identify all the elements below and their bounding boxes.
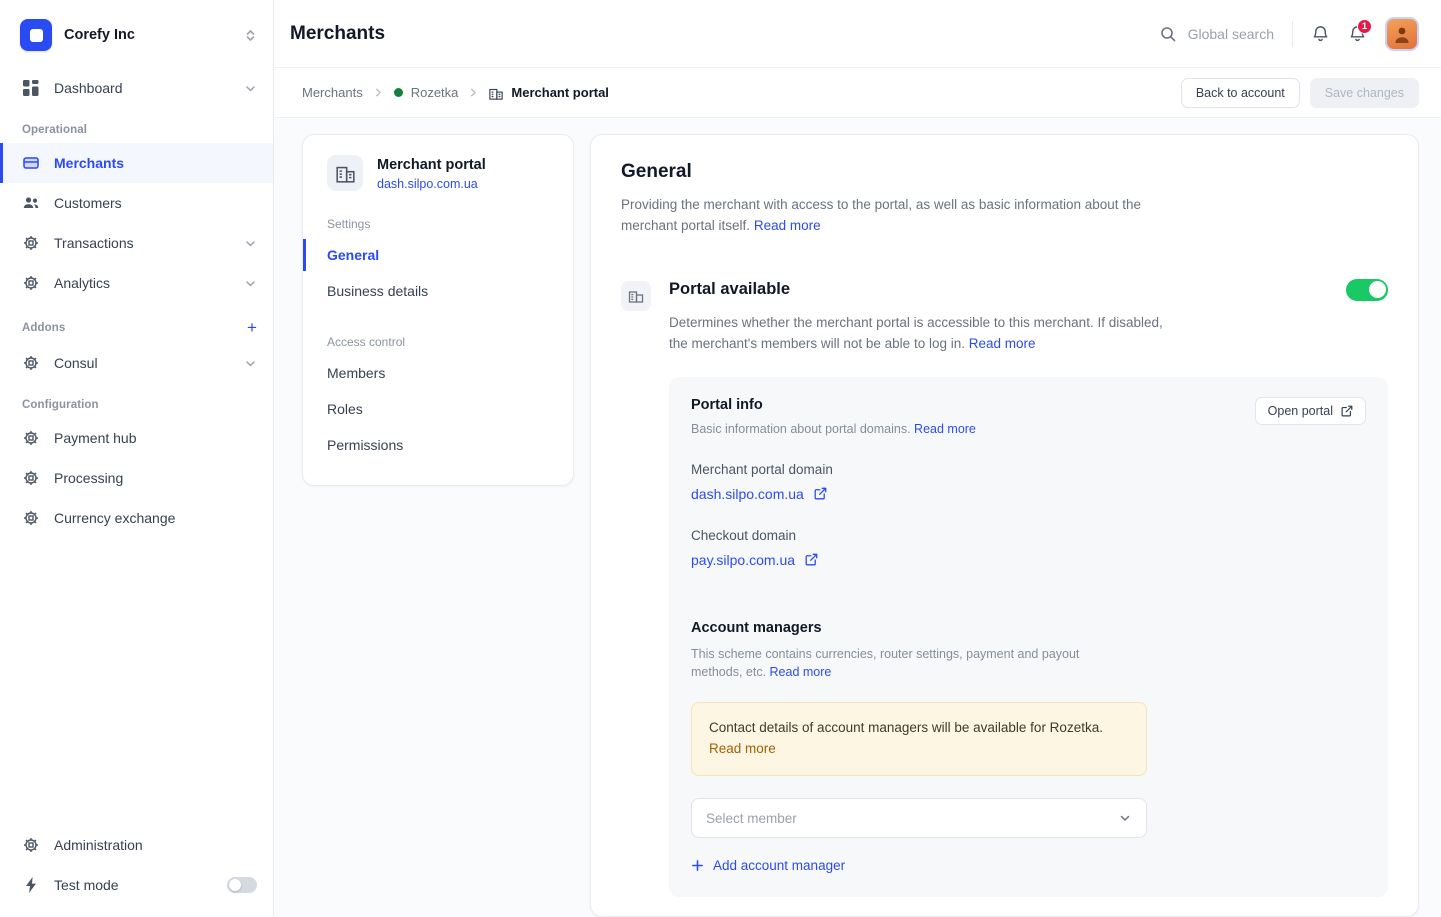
bolt-icon xyxy=(22,876,40,894)
breadcrumb-item-merchants[interactable]: Merchants xyxy=(302,85,363,100)
brand-logo-icon xyxy=(20,19,52,51)
chevron-right-icon xyxy=(373,87,384,98)
sidebar-item-label: Test mode xyxy=(54,877,119,893)
brand-switcher[interactable] xyxy=(0,0,273,68)
breadcrumb-item-rozetka[interactable] xyxy=(394,85,459,100)
chevron-updown-icon[interactable] xyxy=(244,28,257,43)
back-to-account-button[interactable]: Back to account xyxy=(1181,78,1300,108)
portal-available-title: Portal available xyxy=(669,280,791,299)
sidebar-item-analytics[interactable] xyxy=(0,263,273,303)
portal-available-header xyxy=(669,279,1388,301)
portal-info-subtitle-text: Basic information about portal domains. xyxy=(691,421,911,436)
nav-group-settings-label: Settings xyxy=(327,217,371,231)
sidebar-item-label: Administration xyxy=(54,837,143,853)
section-title-general: General xyxy=(621,161,692,182)
account-managers-notice xyxy=(691,702,1147,776)
sidebar-item-test-mode[interactable] xyxy=(0,865,273,905)
add-account-manager-label: Add account manager xyxy=(713,858,846,874)
sidebar-item-label: Merchants xyxy=(54,155,125,171)
chevron-down-icon[interactable] xyxy=(244,82,257,95)
sidebar-item-label: Currency exchange xyxy=(54,510,176,526)
section-description-text: Providing the merchant with access to the portal, as well as basic information about the merchant portal itself. xyxy=(621,197,1142,233)
chevron-down-icon[interactable] xyxy=(244,237,257,250)
sidebar-item-administration[interactable] xyxy=(0,825,273,865)
processing-icon xyxy=(22,469,40,487)
portal-available-toggle[interactable] xyxy=(1346,279,1388,301)
add-addon-button[interactable]: + xyxy=(246,318,257,337)
sidebar-item-payment-hub[interactable] xyxy=(0,418,273,458)
chevron-down-icon xyxy=(1118,811,1132,825)
external-link-icon xyxy=(1341,405,1353,417)
nav-group-access-control-label: Access control xyxy=(327,335,406,349)
sidebar-item-label: Processing xyxy=(54,470,124,486)
notice-text: Contact details of account managers will be available for Rozetka. xyxy=(709,720,1103,736)
portal-available-body xyxy=(669,279,1388,897)
sidebar-item-label: Dashboard xyxy=(54,80,123,96)
sidebar xyxy=(0,0,274,917)
page-title: Merchants xyxy=(290,22,386,44)
merchants-icon xyxy=(22,154,40,172)
breadcrumb-item-label: Merchant portal xyxy=(511,85,609,100)
portal-info-subtitle xyxy=(691,422,976,436)
sidebar-item-label: Transactions xyxy=(54,235,134,251)
account-managers-description xyxy=(691,645,1111,683)
select-member-placeholder: Select member xyxy=(706,810,797,826)
portal-info-title: Portal info xyxy=(691,396,763,413)
sidebar-group-label: Configuration xyxy=(22,399,99,411)
breadcrumb-item-label: Rozetka xyxy=(410,85,459,100)
portal-info-header xyxy=(691,397,1366,436)
portal-icon xyxy=(327,155,363,191)
checkout-domain-label: Checkout domain xyxy=(691,527,797,543)
customers-icon xyxy=(22,194,40,212)
portal-icon xyxy=(489,86,503,100)
sidebar-item-customers[interactable] xyxy=(0,183,273,223)
sidebar-item-consul[interactable] xyxy=(0,343,273,383)
main-area xyxy=(274,0,1441,917)
portal-available-description xyxy=(669,313,1169,355)
merchant-portal-domain-label: Merchant portal domain xyxy=(691,461,833,477)
breadcrumb-item-merchant-portal xyxy=(489,85,609,100)
merchant-portal-domain-value: dash.silpo.com.ua xyxy=(691,485,804,502)
notice-read-more-link[interactable]: Read more xyxy=(709,741,776,757)
topbar xyxy=(274,0,1441,68)
sidebar-item-transactions[interactable] xyxy=(0,223,273,263)
brand-name: Corefy Inc xyxy=(64,27,135,43)
sidebar-group-addons xyxy=(0,303,273,343)
external-link-icon xyxy=(814,487,827,500)
search-placeholder: Global search xyxy=(1187,25,1274,42)
sidebar-item-label: Payment hub xyxy=(54,430,137,446)
status-dot-icon xyxy=(394,88,403,97)
sidebar-group-label: Addons xyxy=(22,321,66,334)
search-icon xyxy=(1160,26,1176,42)
section-description xyxy=(621,195,1181,237)
chevron-right-icon xyxy=(468,87,479,98)
plus-icon xyxy=(691,859,704,872)
avatar[interactable] xyxy=(1385,17,1419,51)
breadcrumb-actions xyxy=(1181,78,1419,108)
read-more-link[interactable]: Read more xyxy=(914,421,976,436)
sidebar-group-label: Operational xyxy=(22,124,88,136)
portal-available-description-text: Determines whether the merchant portal is accessible to this merchant. If disabled, the merchant's members will not be able to log in. xyxy=(669,314,1163,351)
divider xyxy=(1292,21,1293,47)
sidebar-item-merchants[interactable] xyxy=(0,143,273,183)
transactions-icon xyxy=(22,234,40,252)
consul-icon xyxy=(22,354,40,372)
nav-item-permissions[interactable]: Permissions xyxy=(327,437,404,453)
notification-badge: 1 xyxy=(1357,19,1372,34)
portal-domain-link[interactable]: dash.silpo.com.ua xyxy=(377,176,478,191)
sidebar-group-configuration xyxy=(0,383,273,418)
sidebar-item-label: Consul xyxy=(54,355,98,371)
add-account-manager-button[interactable] xyxy=(691,858,1366,873)
read-more-link[interactable]: Read more xyxy=(968,335,1036,351)
sidebar-item-dashboard[interactable] xyxy=(0,68,273,108)
portal-settings-nav xyxy=(302,134,574,486)
portal-name: Merchant portal xyxy=(377,157,486,173)
breadcrumb xyxy=(274,68,1441,118)
test-mode-toggle[interactable] xyxy=(227,877,257,893)
grid-icon xyxy=(22,79,40,97)
administration-icon xyxy=(22,836,40,854)
general-settings-panel xyxy=(590,134,1419,917)
portal-header xyxy=(303,155,573,191)
payment-hub-icon xyxy=(22,429,40,447)
nav-item-business-details[interactable]: Business details xyxy=(327,283,429,299)
merchant-portal-domain-link[interactable] xyxy=(691,486,1366,502)
content-area xyxy=(274,118,1441,917)
account-managers-description-text: This scheme contains currencies, router settings, payment and payout methods, etc. xyxy=(691,646,1080,680)
open-portal-label: Open portal xyxy=(1267,403,1333,418)
notifications-icon[interactable] xyxy=(1311,24,1330,43)
sidebar-item-label: Analytics xyxy=(54,275,111,291)
chevron-down-icon[interactable] xyxy=(244,277,257,290)
currency-exchange-icon xyxy=(22,509,40,527)
read-more-link[interactable]: Read more xyxy=(753,217,821,233)
search-input[interactable] xyxy=(1160,26,1274,42)
read-more-link[interactable]: Read more xyxy=(769,665,832,680)
nav-item-general[interactable]: General xyxy=(303,237,573,273)
portal-available-icon xyxy=(621,281,651,311)
sidebar-item-label: Customers xyxy=(54,195,122,211)
checkout-domain-link[interactable] xyxy=(691,552,1366,568)
analytics-icon xyxy=(22,274,40,292)
sidebar-group-operational xyxy=(0,108,273,143)
portal-info-box xyxy=(669,377,1388,897)
alerts-icon[interactable] xyxy=(1348,21,1368,43)
checkout-domain-value: pay.silpo.com.ua xyxy=(691,551,796,568)
sidebar-bottom xyxy=(0,825,273,917)
external-link-icon xyxy=(805,553,818,566)
sidebar-item-processing[interactable] xyxy=(0,458,273,498)
chevron-down-icon[interactable] xyxy=(244,357,257,370)
open-portal-button[interactable] xyxy=(1255,397,1366,425)
portal-available-block xyxy=(621,279,1388,897)
nav-item-roles[interactable]: Roles xyxy=(327,401,363,417)
save-changes-button[interactable]: Save changes xyxy=(1310,78,1419,108)
nav-item-members[interactable]: Members xyxy=(327,365,386,381)
select-member-dropdown[interactable] xyxy=(691,798,1147,838)
topbar-actions xyxy=(1160,17,1419,51)
sidebar-item-currency-exchange[interactable] xyxy=(0,498,273,538)
account-managers-title: Account managers xyxy=(691,619,822,636)
